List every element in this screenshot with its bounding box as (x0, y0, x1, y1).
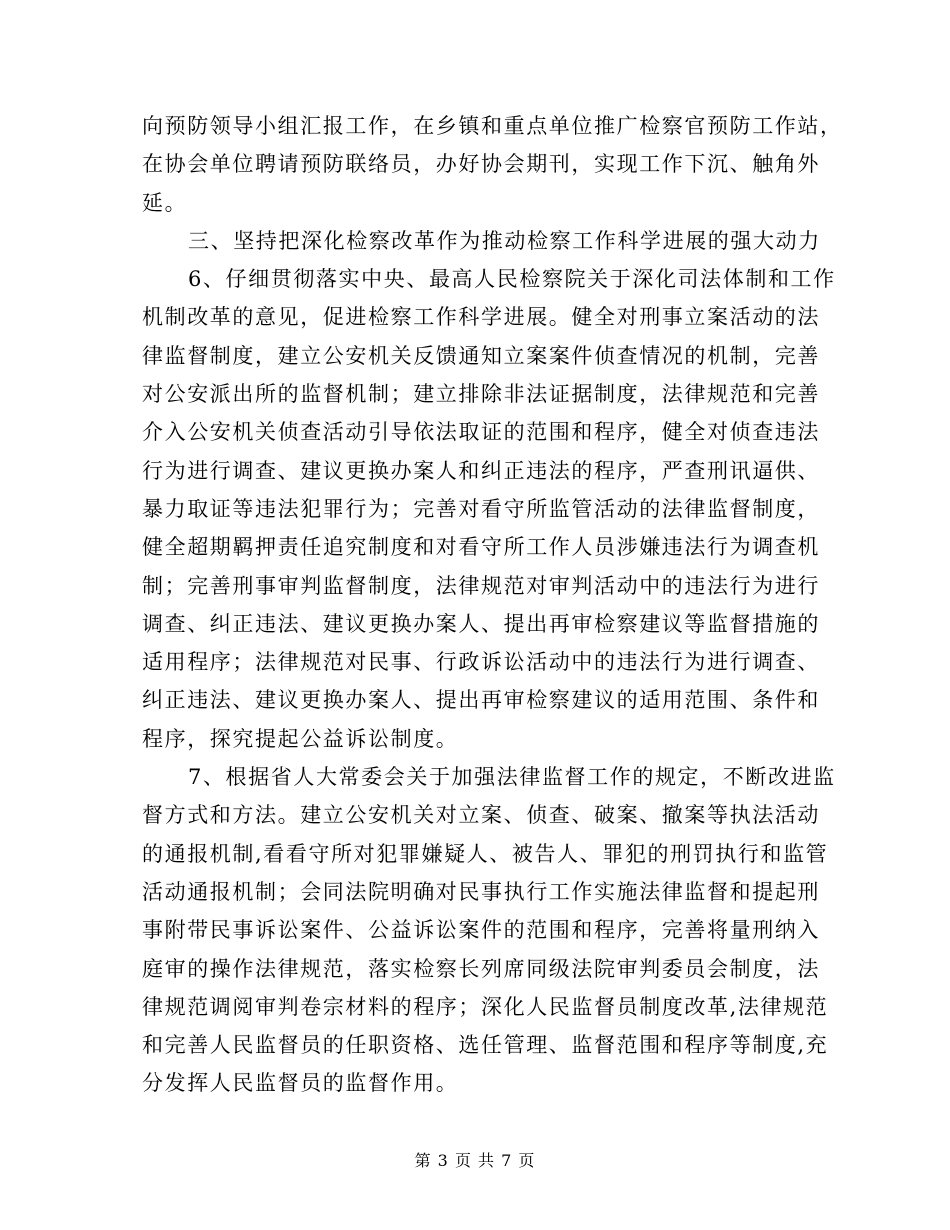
text-line: 律监督制度，建立公安机关反馈通知立案案件侦查情况的机制，完善 (142, 343, 820, 368)
text-line: 程序，探究提起公益诉讼制度。 (142, 726, 459, 751)
page-number-footer: 第 3 页 共 7 页 (414, 1151, 536, 1170)
text-line: 健全超期羁押责任追究制度和对看守所工作人员涉嫌违法行为调查机 (142, 535, 820, 560)
text-line: 机制改革的意见，促进检察工作科学进展。健全对刑事立案活动的法 (142, 305, 820, 330)
text-line: 6、仔细贯彻落实中央、最高人民检察院关于深化司法体制和工作 (188, 267, 836, 292)
text-line: 调查、纠正违法、建议更换办案人、提出再审检察建议等监督措施的 (142, 611, 820, 636)
text-line: 7、根据省人大常委会关于加强法律监督工作的规定，不断改进监 (188, 765, 836, 790)
text-line: 律规范调阅审判卷宗材料的程序；深化人民监督员制度改革,法律规范 (142, 994, 829, 1019)
text-line: 适用程序；法律规范对民事、行政诉讼活动中的违法行为进行调查、 (142, 650, 820, 675)
text-line: 庭审的操作法律规范，落实检察长列席同级法院审判委员会制度，法 (142, 956, 820, 981)
text-line: 活动通报机制；会同法院明确对民事执行工作实施法律监督和提起刑 (142, 879, 820, 904)
text-line: 向预防领导小组汇报工作，在乡镇和重点单位推广检察官预防工作站， (142, 114, 843, 138)
document-body (142, 107, 843, 1103)
text-line: 的通报机制,看看守所对犯罪嫌疑人、被告人、罪犯的刑罚执行和监管 (142, 841, 829, 866)
text-line: 督方式和方法。建立公安机关对立案、侦查、破案、撤案等执法活动 (142, 803, 820, 828)
text-line: 暴力取证等违法犯罪行为；完善对看守所监管活动的法律监督制度， (142, 496, 820, 521)
text-line: 事附带民事诉讼案件、公益诉讼案件的范围和程序，完善将量刑纳入 (142, 918, 820, 943)
text-line: 行为进行调查、建议更换办案人和纠正违法的程序，严查刑讯逼供、 (142, 458, 820, 483)
text-line: 制；完善刑事审判监督制度，法律规范对审判活动中的违法行为进行 (142, 573, 820, 598)
text-line: 延。 (142, 190, 188, 215)
text-line: 在协会单位聘请预防联络员，办好协会期刊，实现工作下沉、触角外 (142, 152, 820, 177)
text-line: 和完善人民监督员的任职资格、选任管理、监督范围和程序等制度,充 (142, 1033, 829, 1058)
section-heading: 三、坚持把深化检察改革作为推动检察工作科学进展的强大动力 (188, 228, 821, 253)
text-line: 纠正违法、建议更换办案人、提出再审检察建议的适用范围、条件和 (142, 688, 820, 713)
text-line: 对公安派出所的监督机制；建立排除非法证据制度，法律规范和完善 (142, 382, 820, 407)
text-line: 分发挥人民监督员的监督作用。 (142, 1071, 459, 1096)
text-line: 介入公安机关侦查活动引导依法取证的范围和程序，健全对侦查违法 (142, 420, 820, 445)
